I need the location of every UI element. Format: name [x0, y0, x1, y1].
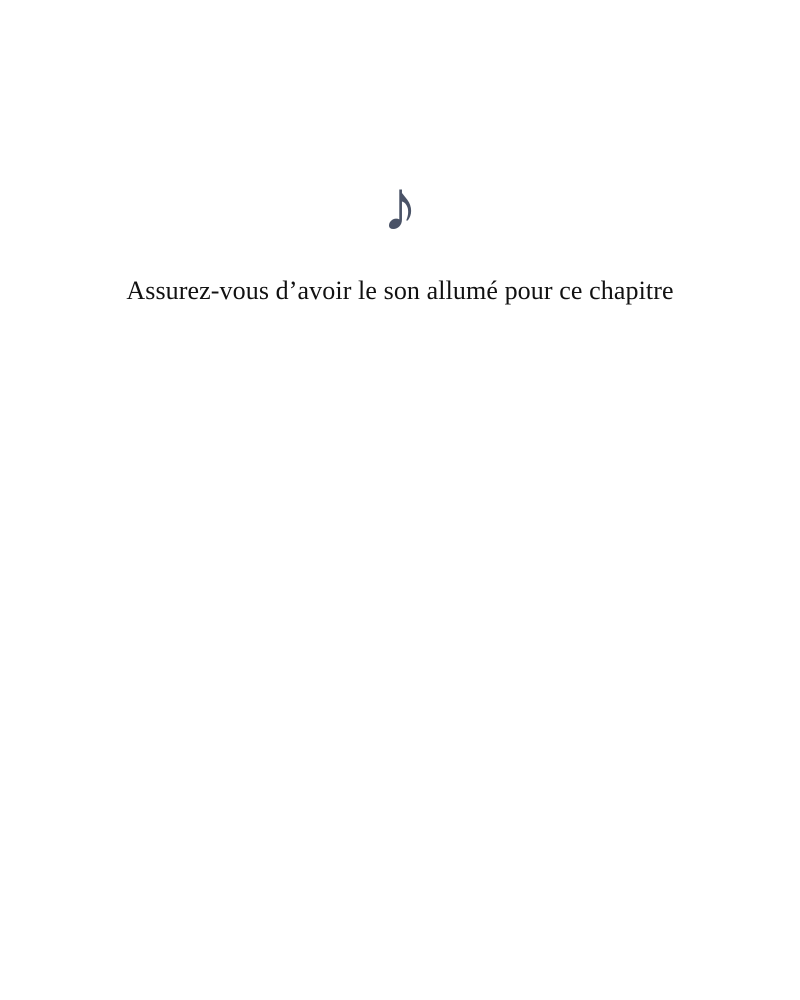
sound-notice [0, 166, 800, 308]
music-note-icon: ♪ [382, 166, 418, 246]
sound-notice-text: Assurez-vous d’avoir le son allumé pour ce chapitre [126, 276, 674, 305]
